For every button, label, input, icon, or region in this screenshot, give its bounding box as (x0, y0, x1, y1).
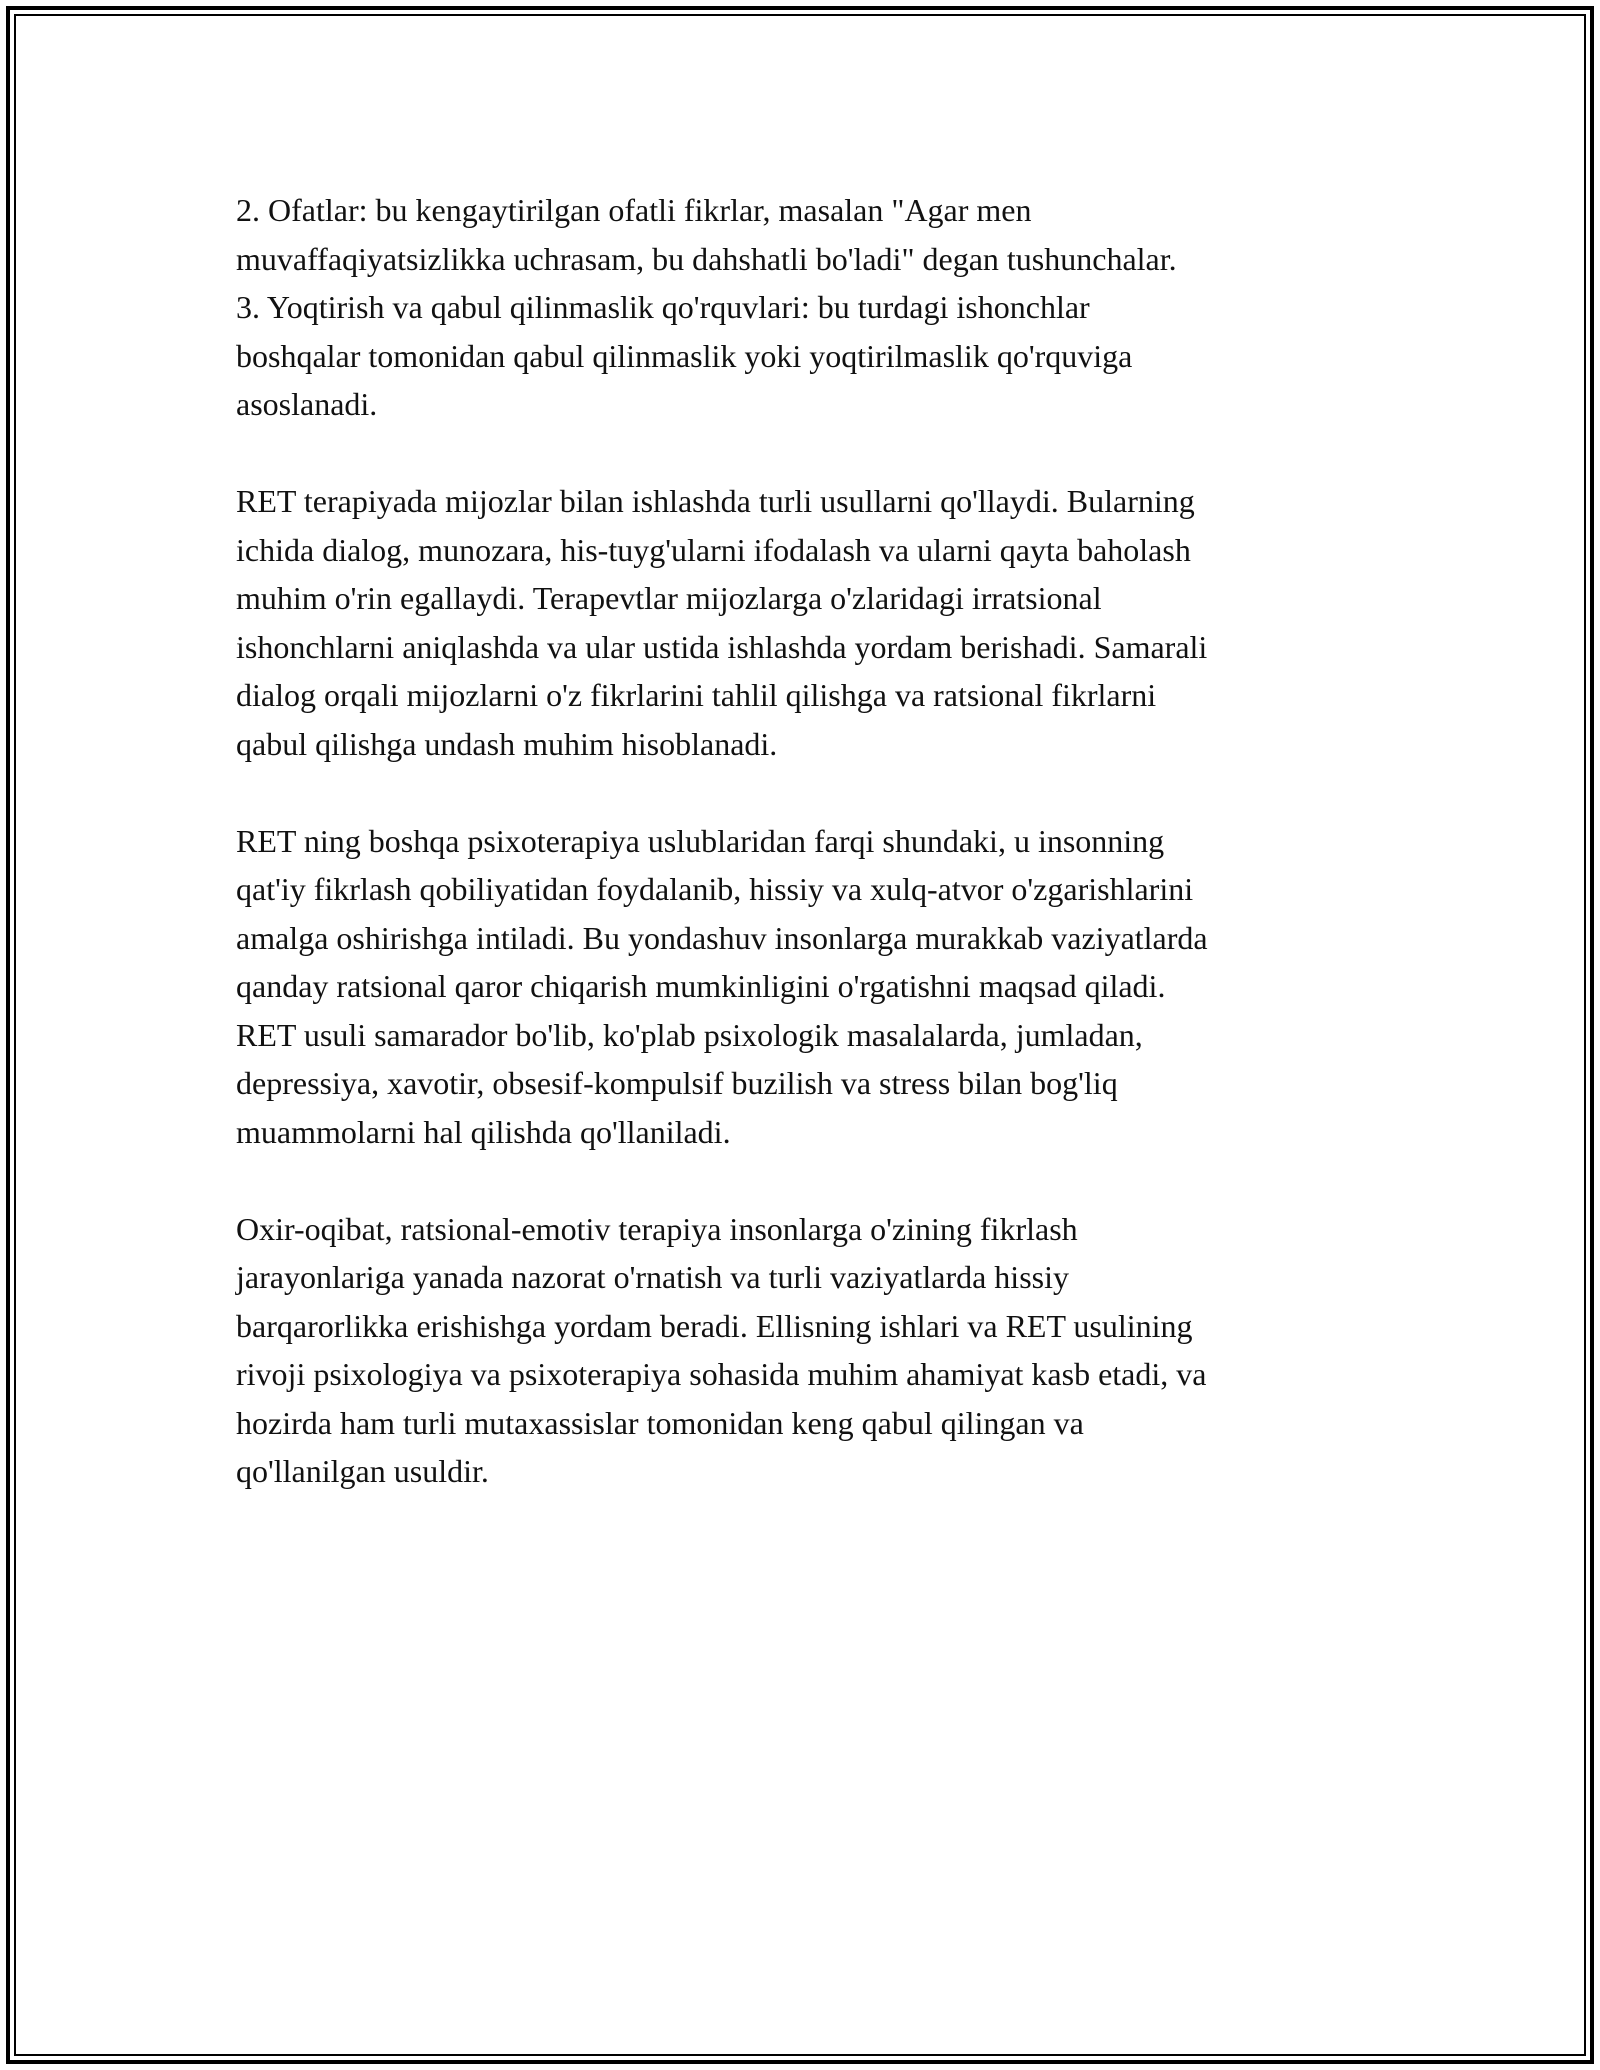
paragraph-4 (236, 1205, 1376, 1496)
paragraph-1 (236, 186, 1376, 429)
text-line: qanday ratsional qaror chiqarish mumkinligini o'rgatishni maqsad qiladi. (236, 968, 1166, 1004)
text-line: depressiya, xavotir, obsesif-kompulsif buzilish va stress bilan bog'liq (236, 1065, 1118, 1101)
text-line: ichida dialog, munozara, his-tuyg'ularni ifodalash va ularni qayta baholash (236, 531, 1191, 568)
text-line: muhim o'rin egallaydi. Terapevtlar mijozlarga o'zlaridagi irratsional (236, 580, 1102, 616)
text-line: RET usuli samarador bo'lib, ko'plab psixologik masalalarda, jumladan, (236, 1016, 1143, 1053)
text-line: barqarorlikka erishishga yordam beradi. Ellisning ishlari va RET usulining (236, 1307, 1193, 1344)
text-line: asoslanadi. (236, 386, 378, 422)
text-line: qo'llanilgan usuldir. (236, 1453, 489, 1489)
text-line: ishonchlarni aniqlashda va ular ustida ishlashda yordam berishadi. Samarali (236, 628, 1208, 665)
paragraph-2 (236, 477, 1376, 768)
text-line: amalga oshirishga intiladi. Bu yondashuv insonlarga murakkab vaziyatlarda (236, 919, 1208, 956)
text-line: Oxir-oqibat, ratsional-emotiv terapiya insonlarga o'zining fikrlash (236, 1210, 1078, 1247)
text-line: hozirda ham turli mutaxassislar tomonidan keng qabul qilingan va (236, 1404, 1084, 1441)
text-line: muvaffaqiyatsizlikka uchrasam, bu dahshatli bo'ladi" degan tushunchalar. (236, 240, 1177, 277)
text-line: 2. Ofatlar: bu kengaytirilgan ofatli fikrlar, masalan "Agar men (236, 192, 1032, 228)
text-line: boshqalar tomonidan qabul qilinmaslik yoki yoqtirilmaslik qo'rquviga (236, 337, 1133, 374)
text-line: jarayonlariga yanada nazorat o'rnatish va turli vaziyatlarda hissiy (236, 1259, 1069, 1295)
text-line: rivoji psixologiya va psixoterapiya sohasida muhim ahamiyat kasb etadi, va (236, 1356, 1207, 1392)
text-line: RET ning boshqa psixoterapiya uslublaridan farqi shundaki, u insonning (236, 822, 1165, 859)
text-line: qat'iy fikrlash qobiliyatidan foydalanib, hissiy va xulq-atvor o'zgarishlarini (236, 871, 1194, 907)
text-line: qabul qilishga undash muhim hisoblanadi. (236, 725, 778, 762)
text-line: 3. Yoqtirish va qabul qilinmaslik qo'rquvlari: bu turdagi ishonchlar (236, 289, 1090, 325)
document-body (236, 186, 1376, 1496)
paragraph-3 (236, 817, 1376, 1157)
text-line: RET terapiyada mijozlar bilan ishlashda turli usullarni qo'llaydi. Bularning (236, 483, 1195, 519)
text-line: dialog orqali mijozlarni o'z fikrlarini tahlil qilishga va ratsional fikrlarni (236, 677, 1157, 713)
text-line: muammolarni hal qilishda qo'llaniladi. (236, 1113, 731, 1150)
